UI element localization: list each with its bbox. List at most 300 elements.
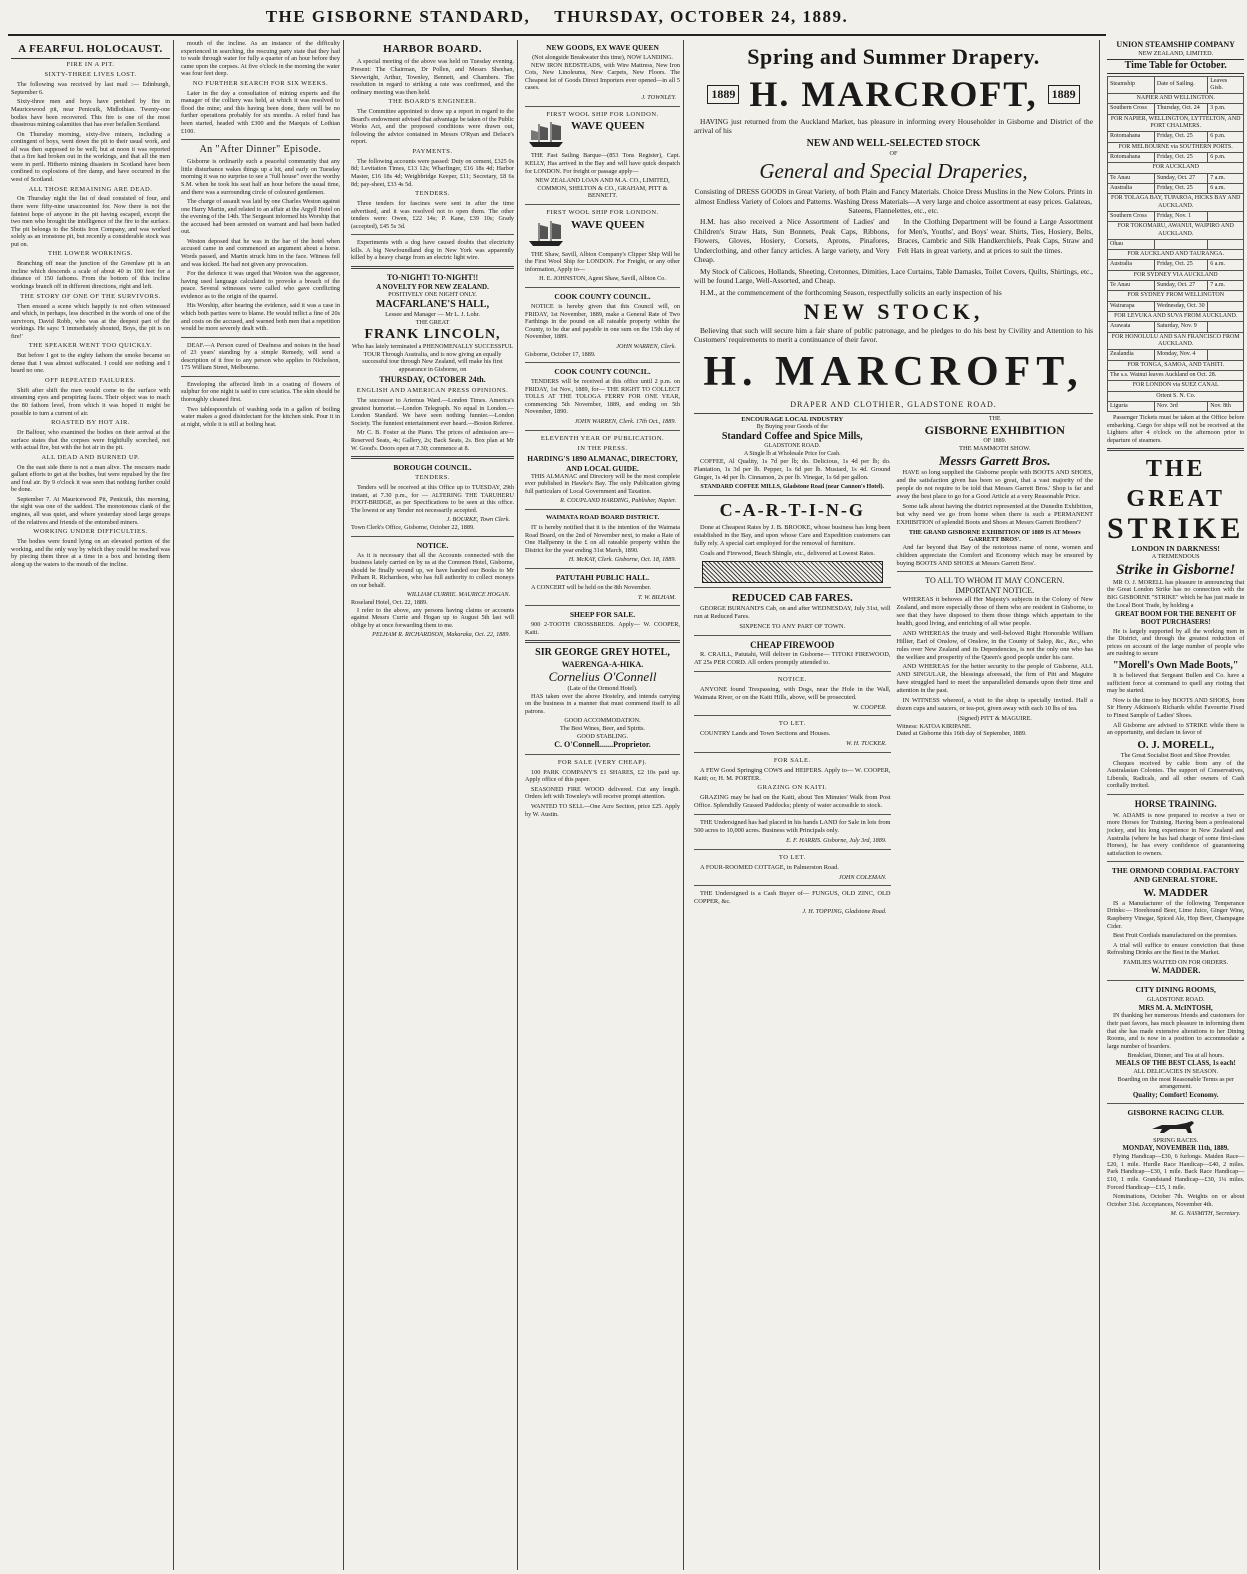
signature: T. W. BILHAM.	[638, 593, 676, 601]
article-paragraph: Two tablespoonfuls of washing soda in a gallon of boiling water makes a good disinfectant for the kitchen sink. Pour it in at night, while it is still at boiling heat.	[181, 405, 340, 428]
table-cell: Ohau	[1108, 239, 1155, 249]
divider	[1107, 1103, 1244, 1104]
table-cell: 3 p.m.	[1208, 104, 1244, 114]
ad-heading: THE ORMOND CORDIAL FACTORY AND GENERAL STORE.	[1111, 866, 1240, 885]
ad-body: SEASONED FIRE WOOD delivered. Cut any length. Orders left with Townley's will receive prompt attention.	[525, 785, 680, 801]
article-paragraph: Weston deposed that he was in the bar of the hotel when accused came in and commenced an argument about a horse. Words passed, and Martin struck him in the face. Witness fell and was kicked. He had not given any provocation.	[181, 237, 340, 268]
signature: J. H. TOPPING, Gladstone Road.	[802, 907, 887, 915]
ad-heading: LONDON IN DARKNESS!	[1131, 543, 1220, 553]
table-row	[1108, 183, 1244, 193]
ad-heading: HORSE TRAINING.	[1134, 798, 1217, 809]
article-paragraph: The following accounts were passed: Duty on cement, £325 0s 8d; Levitation Times, £13 12s; Wharfinger, £16 18s 4d; Harbor Master, £16 18s 4d; Weighbridge Keeper, £11; Secretary, £8 6s 8d; pay-sheet, £33 4s 5d.	[351, 157, 514, 188]
ad-line: The Best Wines, Beer, and Spirits.	[560, 724, 645, 732]
divider	[525, 605, 680, 606]
article-paragraph: But before I got to the eighty fathom the smoke became so dense that I was almost suffocated. I could see nothing and I heard no one.	[11, 352, 170, 375]
column-5	[688, 40, 1100, 1570]
article-paragraph: The successor to Artemus Ward.—London Times. America's greatest humorist.—London Telegraph. No equal in London.—London Standard. We have seen nothing funnier.—London Society. The funniest entertainment ever heard.—Boston Referee.	[351, 397, 514, 427]
signature: J. BOURKE, Town Clerk.	[446, 516, 510, 524]
section-heading: NOTICE.	[777, 675, 807, 683]
script-heading: Messrs Garrett Bros.	[938, 453, 1051, 469]
article-paragraph: On the east side there is not a man alive. The rescuers made gallant efforts to get at the bodies, but were repulsed by the fire and foul air. By 9 o'clock it was seen that nothing further could be done.	[11, 463, 170, 494]
ad-line: DRAPER AND CLOTHIER, GLADSTONE ROAD.	[790, 400, 997, 410]
ad-heading: C-A-R-T-I-N-G	[719, 500, 865, 521]
ad-body: H.M., at the commencement of the forthcoming Season, respectfully solicits an early inspection of his	[700, 287, 1002, 297]
article-paragraph: Gisborne is ordinarily such a peaceful community that any little disturbance wakes things up a bit, and early on Tuesday morning it was no surprise to see a "full house" over the worthy S.M. when he took his seat half an hour before the usual time, and there was a surrounding circle of coloured gentlemen.	[181, 158, 340, 196]
sub-column-right	[897, 416, 1094, 916]
table-row	[1108, 132, 1244, 142]
table-cell: Friday, Oct. 25	[1154, 260, 1207, 270]
article-paragraph: On Thursday night the list of dead consisted of four, and there were fifty-nine unaccounted for. Now there is not the faintest hope of anyone in the pit having escaped, except the two men who brought the intelligence of the fire to the surface. The pit belongs to the Shotts Iron Company, and was worked solely as an ironstone pit, but recently a considerable stock was put on.	[11, 195, 170, 248]
ad-line: SPRING RACES.	[1153, 1137, 1199, 1145]
section-heading: ENGLISH AND AMERICAN PRESS OPINIONS.	[356, 387, 509, 395]
article-title: A FEARFUL HOLOCAUST.	[11, 43, 170, 59]
route-heading: FOR LEVUKA AND SUVA FROM AUCKLAND.	[1108, 312, 1244, 322]
ad-body: H.M. has also received a Nice Assortment of Ladies' and Children's Straw Hats, Sun Bonnets, Peak Caps, Ribbons, Flowers, Gloves, Hosiery, Corsets, Aprons, Pinafores, Underclothing, and other fancy articles. A large variety, and Very Cheap.	[694, 217, 890, 265]
ad-body: TENDERS will be received at this office until 2 p.m. on FRIDAY, 1st Nov., 1889, for— THE RIGHT TO COLLECT TOLLS AT THE TOLOGA FERRY FOR ONE YEAR, commencing 5th November, 1889, and ending on 5th November, 1890.	[525, 378, 680, 416]
divider	[351, 266, 514, 269]
route-heading: FOR NAPIER, WELLINGTON, LYTTELTON, AND PORT CHALMERS.	[1108, 114, 1244, 132]
section-heading: GRAZING ON KAITI.	[757, 784, 828, 792]
route-heading: FOR AUCKLAND AND TAURANGA.	[1108, 250, 1244, 260]
table-cell	[1154, 239, 1207, 249]
route-heading: FOR TOKOMARU, AWANUI, WAIPIRO AND AUCKLAND.	[1108, 222, 1244, 240]
table-cell: Sunday, Oct. 27	[1154, 281, 1207, 291]
table-cell: Friday, Oct. 25	[1154, 183, 1207, 193]
ad-heading: GISBORNE RACING CLUB.	[1127, 1108, 1224, 1118]
section-heading: TENDERS.	[415, 190, 450, 198]
ad-body: W. ADAMS is now prepared to receive a two or more Horses for Training. Having been a professional jockey, and his long experience in New Zealand and Australia (where he has had charge of some first-class Horses), he has every confidence of guaranteeing satisfaction to owners.	[1107, 811, 1245, 857]
article-paragraph: On Thursday morning, sixty-five miners, including a contingent of boys, went down the pit to their usual work, and all was then supposed to be well; but at noon it was reported that a fire had broken out in the workings, and that all the men were in peril. Hitherto mining disasters in Scotland have been confined to explosions of fire damp, and have occurred in the west of Scotland.	[11, 130, 170, 183]
article-subtitle-2: SIXTY-THREE LIVES LOST.	[44, 71, 137, 79]
divider	[694, 814, 891, 815]
table-cell: Wednesday, Oct. 30	[1154, 301, 1207, 311]
ad-heading: O. J. MORELL,	[1137, 738, 1215, 751]
divider	[525, 568, 680, 569]
divider	[181, 337, 340, 338]
ad-line: Gisborne, October 17, 1889.	[525, 350, 596, 358]
ad-body: All Gisborne are advised to STRIKE while there is an opportunity, and declare in favor of	[1107, 721, 1245, 737]
divider	[525, 106, 680, 107]
route-heading: FOR TOLAGA BAY, TUPAROA, HICKS BAY AND AUCKLAND.	[1108, 194, 1244, 212]
divider	[351, 536, 514, 537]
ad-body: Nominations, October 7th. Weights on or about October 31st. Acceptances, November 4th.	[1107, 1193, 1245, 1208]
article-paragraph: Later in the day a consultation of mining experts and the manager of the colliery was held, at which it was resolved to flood the mine; and this having been done, there will be no further operations probably for six months. A relief fund has been started, headed with £300 and the Marquis of Lothian £100.	[181, 89, 340, 135]
article-title: HARBOR BOARD.	[383, 43, 482, 55]
table-row	[1108, 239, 1244, 249]
ad-body: GEORGE BURNAND'S Cab, on and after WEDNESDAY, July 31st, will run at Reduced Fares.	[694, 605, 891, 621]
ad-line: NEW ZEALAND, LIMITED.	[1138, 49, 1214, 57]
ad-body: WANTED TO SELL—One Acre Section, price £25. Apply by W. Austin.	[525, 802, 680, 818]
ad-body: NOTICE is hereby given that this Council will, on FRIDAY, 1st November, 1889, make a General Rate of Two Farthings in the pound on all rateable property within the County, to be due and payable in one sum on the 15th day of November, 1889.	[525, 303, 680, 341]
table-cell: Nov. 3rd	[1154, 401, 1207, 411]
route-heading: FOR SYDNEY VIA AUCKLAND	[1108, 270, 1244, 280]
article-paragraph: mouth of the incline. As an instance of the difficulty experienced in searching, the rescuing party state that they had to wade through water for fully a quarter of an hour before they came upon the corpses. At five o'clock in the morning the water was four feet deep.	[181, 40, 340, 78]
divider	[694, 635, 891, 636]
script-heading: General and Special Draperies,	[759, 159, 1028, 184]
table-cell: Saturday, Nov. 9	[1154, 322, 1207, 332]
signature: PELHAM R. RICHARDSON, Makaraka, Oct. 22, 1889.	[372, 631, 510, 639]
sailing-ship-icon	[525, 219, 567, 249]
ad-heading: FRANK LINCOLN,	[364, 327, 501, 343]
table-row	[1108, 301, 1244, 311]
section-heading: THE SPEAKER WENT TOO QUICKLY.	[28, 342, 153, 350]
ad-heading: NEW GOODS, EX WAVE QUEEN	[546, 43, 659, 52]
ad-body: Some talk about having the district represented at the Dunedin Exhibition, but why need we go from home when there is such a PERMANENT EXHIBITION of splendid Boots and Shoes at Messrs Garrett Brothers'?	[896, 502, 1093, 526]
ad-body: IN WITNESS whereof, a visit to the shop is specially invited. Half a dozen cups and saucers, or tea-pot, given away with each 10 lbs of tea.	[896, 697, 1093, 713]
ad-heading: COOK COUNTY COUNCIL.	[554, 291, 651, 301]
signature: W. MADDER.	[1151, 966, 1201, 976]
divider	[525, 204, 680, 205]
signature: R. COUPLAND HARDING, Publisher, Napier.	[560, 497, 676, 505]
ad-heading: NEW AND WELL-SELECTED STOCK	[806, 137, 981, 149]
divider	[525, 287, 680, 288]
table-cell	[1208, 211, 1244, 221]
table-cell	[1208, 322, 1244, 332]
masthead	[8, 0, 1106, 36]
ad-headline: THE GREAT	[1126, 456, 1225, 512]
ship-name: WAVE QUEEN	[571, 218, 645, 231]
divider	[694, 671, 891, 672]
table-cell: Orient S. N. Co.	[1108, 391, 1244, 401]
divider	[1107, 980, 1244, 981]
article-paragraph: His Worship, after hearing the evidence, said it was a case in which both parties were to blame. He would inflict a fine of 20s and costs on the accused, and warned both men that a repetition would be more severely dealt with.	[181, 302, 340, 333]
table-cell: 7 a.m.	[1208, 173, 1244, 183]
section-heading: FIRST WOOL SHIP FOR LONDON.	[546, 208, 659, 216]
article-title: An "After Dinner" Episode.	[199, 144, 322, 156]
section-heading: IN THE PRESS.	[577, 444, 628, 452]
article-paragraph: Dr Balfour, who examined the bodies on their arrival at the surface states that the corpses were frightfully scorched, not with actual fire, but with the hot air in the pit.	[11, 429, 170, 452]
divider	[351, 456, 514, 459]
route-heading: NAPIER AND WELLINGTON.	[1108, 94, 1244, 104]
table-cell: Rotomahana	[1108, 132, 1155, 142]
table-row	[1108, 401, 1244, 411]
ad-body: A FEW Good Springing COWS and HEIFERS. Apply to— W. COOPER, Kaiti; or, H. M. PORTER.	[694, 766, 891, 782]
ad-body: 900 2-TOOTH CROSSBREDS. Apply— W. COOPER, Kaiti.	[525, 621, 680, 636]
table-cell	[1208, 239, 1244, 249]
signature: JOHN COLEMAN.	[838, 873, 887, 881]
ad-body: He is largely supported by all the working men in the District, and through the greatest reduction of prices on account of the large number of people who are rushing to secure	[1107, 627, 1245, 658]
divider	[694, 495, 891, 496]
section-heading: FOR SALE (VERY CHEAP).	[557, 758, 648, 766]
signature: H. McKAY, Clerk. Gisborne, Oct. 18, 1889.	[568, 556, 676, 564]
divider	[1107, 448, 1244, 451]
divider	[525, 430, 680, 431]
ad-body: Passenger Tickets must be taken at the Office before embarking. Cargo for ships will not be received at the Lighters after 4 o'clock on the afternoon prior to departure of steamers.	[1107, 414, 1245, 444]
divider	[1107, 794, 1244, 795]
signature: W. H. TUCKER.	[845, 740, 887, 748]
ad-line: H. E. JOHNSTON, Agent Shaw, Savill, Albion Co.	[539, 275, 666, 283]
script-heading: Strike in Gisborne!	[1116, 561, 1236, 578]
section-heading: FOR SALE.	[773, 756, 811, 764]
ad-body: THE Fast Sailing Barque—(853 Tons Register), Capt. KELLY, Has arrived in the Bay and will have quick despatch for LONDON. For freight or passage apply—	[525, 152, 680, 175]
signature: JOHN WARREN, Clerk. 17th Oct., 1889.	[574, 418, 676, 426]
ad-line: THE GREAT	[415, 318, 450, 326]
divider	[694, 715, 891, 716]
column-3	[348, 40, 518, 1570]
ad-heading: HARDING'S 1890 ALMANAC, DIRECTORY, AND LOCAL GUIDE.	[527, 454, 678, 473]
ad-body: Done at Cheapest Rates by J. B. BROOKE, whose business has long been established in the Bay, and upon whose Care and Expedition customers can fully rely. A special cart employed for the removal of furniture.	[694, 524, 891, 547]
ad-line: THE GRAND GISBORNE EXHIBITION OF 1889 IS AT Messrs GARRETT BROS'.	[908, 528, 1081, 544]
ad-body: IT is hereby notified that it is the intention of the Waimata Road Board, on the 2nd of November next, to make a Rate of One Halfpenny in the £ on all rateable property within the District for the year ending 31st March, 1890.	[525, 523, 680, 554]
ad-line: FAMILIES WAITED ON FOR ORDERS.	[1123, 958, 1229, 966]
route-heading: FOR SYDNEY FROM WELLINGTON	[1108, 291, 1244, 301]
ad-line: GLADSTONE ROAD.	[1146, 996, 1205, 1004]
ad-line: Who has lately terminated a PHENOMENALLY SUCCESSFUL TOUR Through Australia, and is now giving an equally successful tour through New Zealand, will make his first appearance in Gisborne, on	[351, 343, 514, 373]
article-paragraph: The bodies were found lying on an elevated portion of the working, and the only way by which they could be reached was by piecing them three at a time in a box and hoisting them along up the waters to the mouth of the incline.	[11, 538, 170, 568]
ad-body: In the Clothing Department will be found a Large Assortment for Men's, Youths', and Boys' wear. Shirts, Ties, Hosiery, Belts, Braces, Cambric and Silk Handkerchiefs, Peak Caps, Straw and Felt Hats in great variety, and at prices to suit the times.	[897, 217, 1093, 255]
table-row	[1108, 260, 1244, 270]
ad-line: OF	[889, 149, 898, 157]
route-heading: FOR TONGA, SAMOA, AND TAHITI.	[1108, 360, 1244, 370]
table-cell: 6 a.m.	[1208, 260, 1244, 270]
ad-heading: THURSDAY, OCTOBER 24th.	[379, 375, 486, 385]
table-row	[1108, 153, 1244, 163]
ad-body: My Stock of Calicoes, Hollands, Sheeting, Cretonnes, Dimities, Lace Curtains, Table Damasks, Toilet Covers, Quilts, Shirtings, etc., will be found Large, Well-Assorted, and Cheap.	[694, 266, 1093, 286]
ad-body: Believing that such will secure him a fair share of public patronage, and he pledges to do his best by Civility and Attention to his Customers' requirements to merit a continuance of their favor.	[694, 326, 1093, 345]
table-header: Date of Sailing.	[1154, 76, 1207, 94]
table-cell: Sunday, Oct. 27	[1154, 173, 1207, 183]
ad-line: Dated at Gisborne this 16th day of September, 1889.	[896, 730, 1027, 738]
ad-body: ANYONE found Trespassing, with Dogs, near the Hole in the Wall, Waimata River, or on the Kaiti Hills, above, will be prosecuted.	[694, 685, 891, 701]
divider	[694, 587, 891, 588]
ad-heading: MACFARLANE'S HALL,	[375, 298, 490, 310]
ad-body: GRAZING may be had on the Kaiti, about Ten Minutes' Walk from Post Office. Splendidly Grassed Paddocks; plenty of water accessible to stock.	[694, 794, 891, 810]
divider	[525, 640, 680, 643]
ad-heading: GISBORNE EXHIBITION	[924, 423, 1065, 438]
table-cell: 7 a.m.	[1208, 281, 1244, 291]
article-paragraph: DEAF.—A Person cured of Deafness and noises in the head of 23 years' standing by a simple Remedy, will send a description of it free to any person who applies to Nicholson, 175 William Street, Melbourne.	[181, 341, 340, 372]
article-paragraph: Sixty-three men and boys have perished by fire in Mauricewood pit, near Penicuik, Midlothian. Twenty-one bodies have been recovered. This fire is one of the most disastrous mining calamities that has ever befallen Scotland.	[11, 98, 170, 129]
ad-line: ALL DELICACIES IN SEASON.	[1133, 1068, 1219, 1076]
ad-line: POSITIVELY ONE NIGHT ONLY.	[388, 291, 477, 299]
ad-line: By Buying your Goods of the	[756, 423, 828, 430]
ad-body: Cheques received by cable from any of the Australasian Colonies. The support of Conservatives, Liberals, Radicals, and all other owners of Cash cordially invited.	[1107, 759, 1245, 790]
section-heading: FIRST WOOL SHIP FOR LONDON.	[546, 110, 659, 118]
ad-body: COFFEE, Al Quality, 1s 7d per lb; do. Delicious, 1s 4d per lb; do. Plantation, 1s 3d per lb. Pepper, 1s 6d per lb. Mustard, 1s 4d. Ground Ginger, 1s 4d per lb. Cinnamon, 2s per lb. Vinegar, 1s 6d per gallon.	[694, 457, 891, 481]
article-paragraph: The following was received by last mail :— Edinburgh, September 6.	[11, 81, 170, 96]
ad-body: THE Undersigned has had placed in his hands LAND for Sale in lots from 500 acres to 10,000 acres. Business with Principals only.	[694, 819, 891, 835]
ad-heading: BOROUGH COUNCIL.	[393, 463, 472, 473]
ad-heading: IMPORTANT NOTICE.	[955, 586, 1035, 596]
article-paragraph: September 7. At Mauricewood Pit, Penicuik, this morning, the sight was one of the saddest. The monotonous clank of the engines, all was quiet, and where yesterday stood large groups of the relatives and friends of the entombed miners.	[11, 495, 170, 526]
sailing-ship-icon	[525, 120, 567, 150]
ad-line: GOOD ACCOMMODATION.	[564, 717, 641, 725]
ad-heading: ENCOURAGE LOCAL INDUSTRY	[741, 415, 844, 423]
table-cell: Thursday, Oct. 24	[1154, 104, 1207, 114]
ad-heading: SIR GEORGE GREY HOTEL,	[535, 647, 670, 659]
table-cell: Te Anau	[1108, 281, 1155, 291]
ad-line: Witness: KATOA KIRIPANE.	[896, 722, 972, 730]
table-header: Steamship	[1108, 76, 1155, 94]
column-2	[178, 40, 344, 1570]
article-paragraph: Shift after shift the men would come to the surface with streaming eyes and perspiring faces. Their object was to reach the 80 fathom level, from which it was hoped it might be possible to turn a current of air.	[11, 386, 170, 417]
table-cell: Southern Cross	[1108, 104, 1155, 114]
section-heading: ALL THOSE REMAINING ARE DEAD.	[28, 185, 153, 193]
ad-line: Boarding on the most Reasonable Terms as per arrangement.	[1117, 1075, 1234, 1091]
article-paragraph: I refer to the above, any persons having claims or accounts against Messrs Currie and Hogan up to August 5th last will oblige by at once forwarding them to me.	[351, 606, 514, 629]
ad-headline: Spring and Summer Drapery.	[747, 44, 1040, 69]
ad-heading: WAERENGA-A-HIKA.	[561, 659, 644, 669]
ad-heading: C. O'Connell.......Proprietor.	[554, 740, 651, 750]
ad-body: IN thanking her numerous friends and customers for their past favors, has much pleasure in informing them that she has made extensive alterations to her Dining Rooms, and is now in a position to accommodate a large number of boarders.	[1107, 1012, 1245, 1050]
divider	[525, 362, 680, 363]
ad-line: Breakfast, Dinner, and Tea at all hours.	[1127, 1052, 1224, 1060]
masthead-paper: THE GISBORNE STANDARD,	[265, 7, 531, 26]
ad-heading: TO ALL TO WHOM IT MAY CONCERN.	[925, 576, 1065, 586]
table-cell: Australia	[1108, 260, 1155, 270]
ad-heading: COOK COUNTY COUNCIL.	[554, 367, 651, 377]
table-row	[1108, 211, 1244, 221]
divider	[694, 885, 891, 886]
table-cell: Friday, Oct. 25	[1154, 153, 1207, 163]
two-column-list	[694, 217, 1093, 266]
ad-heading: CITY DINING ROOMS,	[1135, 985, 1216, 995]
divider	[181, 376, 340, 377]
ad-line: Town Clerk's Office, Gisborne, October 22, 1889.	[351, 523, 475, 531]
ad-line: OF 1889.	[983, 437, 1007, 444]
table-cell: Friday, Oct. 25	[1154, 132, 1207, 142]
ad-heading: NOTICE.	[416, 540, 449, 550]
section-heading: OFF REPEATED FAILURES.	[45, 376, 136, 384]
ad-heading: CHEAP FIREWOOD	[750, 640, 835, 651]
ad-headline: STRIKE	[1107, 511, 1245, 545]
table-row	[1108, 104, 1244, 114]
signature: E. F. HARRIS. Gisborne, July 3rd, 1889.	[786, 837, 887, 845]
signature: W. COOPER.	[852, 703, 887, 711]
ad-body: Best Fruit Cordials manufactured on the premises.	[1113, 932, 1238, 940]
route-heading: FOR HONOLULU AND SAN FRANCISCO FROM AUCKLAND.	[1108, 332, 1244, 350]
section-heading: THE STORY OF ONE OF THE SURVIVORS.	[20, 292, 161, 300]
divider	[525, 509, 680, 510]
article-paragraph: The Committee appointed to draw up a report in regard to the Board's endowment advised that advantage be taken of the Public Works Act, and the proposed conditions were drawn out, following the advice contained in Messrs O'Ryan and Deface's report.	[351, 108, 514, 146]
ad-body: And far beyond that Bay of the notorious name of none, women and children appreciate the Comfort and Economy which may be ensured by buying BOOTS AND SHOES at Messrs Garrett Bros'.	[896, 543, 1093, 567]
article-paragraph: Tenders will be received at this Office up to TUESDAY, 29th instant, at 7.30 p.m., for — ALTERING THE TARUHERU FOOT-BRIDGE, as per Specifications to be seen at this office. The lowest or any Tender not necessarily accepted.	[351, 484, 514, 514]
route-heading: FOR MELBOURNE via SOUTHERN PORTS.	[1108, 142, 1244, 152]
article-paragraph: Experiments with a dog have caused doubts that electricity kills. A big Newfoundland dog in New York was apparently killed by a heavy charge from an electric light wire.	[351, 239, 514, 262]
ad-heading: MRS M. A. McINTOSH,	[1138, 1003, 1213, 1012]
ad-heading: PATUTAHI PUBLIC HALL.	[555, 572, 650, 582]
table-cell: The s.s. Wainui leaves Auckland on Oct. 28.	[1108, 370, 1244, 380]
divider	[897, 571, 1094, 572]
column-6	[1104, 40, 1247, 1570]
table-cell: Zealandia	[1108, 350, 1155, 360]
ad-line: The Great Socialist Boot and Shoe Provider.	[1120, 752, 1231, 760]
section-heading: TO LET.	[778, 720, 806, 728]
section-heading: WORKING UNDER DIFFICULTIES.	[33, 528, 148, 536]
divider	[694, 752, 891, 753]
masthead-date: THURSDAY, OCTOBER 24, 1889.	[554, 7, 849, 26]
ad-heading: WAIMATA ROAD BOARD DISTRICT.	[545, 513, 660, 521]
ad-line: A TREMENDOUS	[1151, 553, 1200, 561]
ad-body: AND WHEREAS for the better security to the people of Gisborne, ALL AND SINGULAR, the blessings aforesaid, the firm of Pitt and Maguire have struggled hard to meet the unparalleled demands upon their time and attention in the past.	[896, 663, 1093, 695]
section-heading: ELEVENTH YEAR OF PUBLICATION.	[540, 434, 665, 442]
article-paragraph: For the defence it was urged that Weston was the aggressor, having used language calculated to provoke a breach of the peace. Several witnesses were called who gave conflicting evidence as to the origin of the quarrel.	[181, 270, 340, 300]
route-heading: FOR AUCKLAND	[1108, 163, 1244, 173]
proprietor-name: Cornelius O'Connell	[548, 669, 657, 685]
table-row	[1108, 322, 1244, 332]
ad-body: Now is the time to buy BOOTS AND SHOES, from Sir Henry Atkinson's Richards whilst Favourite Fixed to Finest Sample of Ladies' Shoes.	[1107, 696, 1245, 719]
article-paragraph: Branching off near the junction of the Greenlaw pit is an incline which descends a scale of about 40 in 100 feet for a distance of 150 fathoms. From the bottom of this incline workings branch off in different directions, right and left.	[11, 260, 170, 291]
ad-body: HAS taken over the above Hostelry, and intends carrying on the business in a manner that must commend itself to all patrons.	[525, 692, 680, 715]
ad-line: (Late of the Ormond Hotel).	[567, 685, 638, 693]
ad-heading: "Morell's Own Made Boots,"	[1113, 659, 1239, 671]
ad-body: COUNTRY Lands and Town Sections and Houses.	[700, 730, 831, 738]
section-heading: TO LET.	[778, 853, 806, 861]
article-paragraph: Then ensued a scene which happily is not often witnessed and which, in perhaps, less described in the words of one of the survivors, David Robb, who was at the deepest part of the workings. He says: 'I immediately shouted, Boys, the pit is on fire!'	[11, 302, 170, 340]
signature: J. TOWNLEY.	[641, 93, 676, 101]
article-paragraph: As it is necessary that all the Accounts connected with the business lately carried on by us at the Common Hotel, Gisborne, should be finally wound up, we have handed our Books to Mr Pelham R. Richardson, who has full authority to collect moneys on our behalf.	[351, 551, 514, 589]
table-cell: Te Anau	[1108, 173, 1155, 183]
ad-body: MR O. J. MORELL has pleasure in announcing that the Great London Strike has no connection with the BIG GISBORNE "STRIKE" which he has just made in the Local Boot Trade, by holding a	[1107, 578, 1245, 609]
signature: M. G. NASMITH, Secretary.	[1170, 1210, 1241, 1218]
ad-heading: W. MADDER	[1143, 886, 1209, 899]
table-cell: Australia	[1108, 183, 1155, 193]
section-heading: THE BOARD'S ENGINEER.	[388, 98, 477, 106]
article-subtitle: FIRE IN A PIT.	[66, 61, 115, 69]
ship-name: WAVE QUEEN	[571, 120, 645, 133]
ad-body: HAVING just returned from the Auckland Market, has pleasure in informing every Householder in Gisborne and District of the arrival of his	[694, 116, 1093, 136]
firm-name: H. MARCROFT,	[703, 348, 1084, 395]
divider	[181, 139, 340, 140]
column-1	[8, 40, 174, 1570]
table-cell: Arawata	[1108, 322, 1155, 332]
ad-line: NEW ZEALAND LOAN AND M.A. CO., LIMITED, COMMON, SHELTON & CO., GRAHAM, PITT & BENNETT.	[535, 177, 670, 200]
ad-body: IS a Manufacturer of the following Temperance Drinks:— Horehound Beer, Lime Juice, Ginger Wine, Raspberry Vinegar, Spiced Ale, Hop Beer, Champagne Cider.	[1107, 899, 1245, 930]
timetable	[1107, 76, 1244, 413]
ad-heading: MONDAY, NOVEMBER 11th, 1889.	[1122, 1144, 1229, 1152]
ad-heading: Standard Coffee and Spice Mills,	[721, 431, 863, 443]
ad-heading: MEALS OF THE BEST CLASS, 1s each!	[1115, 1059, 1236, 1067]
section-heading: TENDERS.	[415, 474, 450, 482]
table-cell: Southern Cross	[1108, 211, 1155, 221]
table-row	[1108, 350, 1244, 360]
table-header: Leaves Gisb.	[1208, 76, 1244, 94]
table-cell: Monday, Nov. 4	[1154, 350, 1207, 360]
ad-heading: UNION STEAMSHIP COMPANY	[1116, 40, 1235, 49]
firm-name: H. MARCROFT,	[749, 73, 1038, 114]
ad-line: THE MAMMOTH SHOW.	[959, 445, 1031, 453]
ad-body: Flying Handicap—£30, 6 furlongs. Maiden Race—£20, 1 mile. Hurdle Race Handicap—£40, 2 miles. Park Handicap—£30, 1 mile. Back Race Handicap—£10, 1 mile. Grandstand Handicap—£30, 1¼ miles. Forced Handicap—£15, 1 mile.	[1107, 1153, 1245, 1191]
section-heading: PAYMENTS.	[412, 147, 453, 155]
ad-line: THE	[988, 415, 1001, 422]
divider	[694, 849, 891, 850]
article-paragraph: Mr C. B. Foster at the Piano. The prices of admission are—Reserved Seats, 4s; Gallery, 2s; Back Seats, 2s. Box plan at Mr W. Good's. Doors open at 7.30; commence at 8.	[351, 429, 514, 452]
ad-body: A FOUR-ROOMED COTTAGE, in Palmerston Road.	[700, 863, 839, 871]
sub-columns	[694, 413, 1093, 916]
divider	[351, 234, 514, 235]
section-heading: NO FURTHER SEARCH FOR SIX WEEKS.	[192, 79, 329, 87]
ad-line: GOOD STABLING.	[576, 732, 629, 740]
ad-heading: GREAT BOOM FOR THE BENEFIT OF BOOT PURCHASERS!	[1115, 611, 1237, 627]
ad-heading: Quality; Comfort! Economy.	[1132, 1090, 1219, 1099]
section-heading: ROASTED BY HOT AIR.	[51, 419, 130, 427]
table-cell	[1208, 350, 1244, 360]
table-cell: Friday, Nov. 1	[1154, 211, 1207, 221]
divider	[1107, 861, 1244, 862]
table-cell: Wairarapa	[1108, 301, 1155, 311]
ad-line: GLADSTONE ROAD.	[764, 443, 821, 450]
ad-heading: NEW STOCK,	[803, 299, 984, 325]
table-row	[1108, 76, 1244, 94]
signature: (Signed) PITT & MAGUIRE.	[957, 715, 1032, 723]
signature: JOHN WARREN, Clerk.	[616, 342, 676, 350]
ad-body: THIS ALMANAC and Directory will be the most complete ever published in Hawke's Bay. The only Publication giving full particulars of Local Government and Taxation.	[525, 472, 680, 495]
ad-body: THE Shaw, Savill, Albion Company's Clipper Ship Will be the First Wool Ship for LONDON. For Freight, or any other information, Apply to—	[525, 250, 680, 273]
year-badge: 1889	[707, 85, 739, 104]
ad-line: (Not alongside Breakwater this time), NOW LANDING.	[532, 54, 673, 62]
ad-heading: REDUCED CAB FARES.	[731, 591, 853, 604]
table-cell	[1208, 301, 1244, 311]
